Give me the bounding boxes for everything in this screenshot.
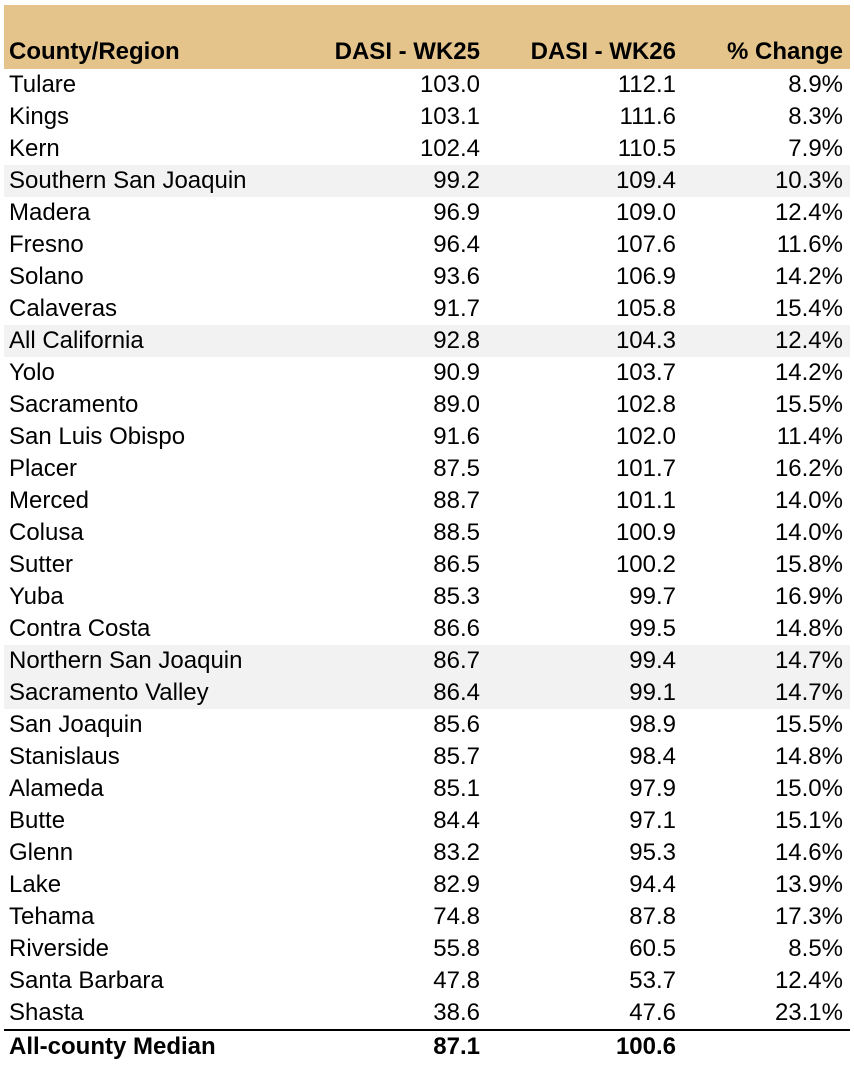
percent-change-cell: 23.1% <box>774 999 843 1026</box>
percent-change-cell: 15.0% <box>774 775 843 802</box>
percent-change-cell: 15.1% <box>774 807 843 834</box>
county-name-cell: San Joaquin <box>9 711 143 738</box>
footer-wk25-value: 87.1 <box>433 1033 480 1060</box>
dasi-wk26-cell: 87.8 <box>629 903 676 930</box>
table-row <box>4 357 850 389</box>
dasi-wk26-cell: 97.9 <box>629 775 676 802</box>
table-row <box>4 581 850 613</box>
dasi-wk25-cell: 86.4 <box>433 679 480 706</box>
dasi-wk26-cell: 99.7 <box>629 583 676 610</box>
dasi-wk25-cell: 38.6 <box>433 999 480 1026</box>
dasi-wk26-cell: 100.9 <box>615 519 676 546</box>
percent-change-cell: 8.5% <box>788 935 843 962</box>
county-name-cell: Sutter <box>9 551 74 578</box>
dasi-wk25-cell: 85.3 <box>433 583 480 610</box>
dasi-wk25-cell: 102.4 <box>419 135 480 162</box>
footer-label: All-county Median <box>9 1033 216 1060</box>
percent-change-cell: 14.7% <box>774 647 843 674</box>
table-row <box>4 933 850 965</box>
dasi-table <box>4 5 850 1063</box>
dasi-wk26-cell: 99.4 <box>629 647 676 674</box>
table-row <box>4 453 850 485</box>
percent-change-cell: 8.9% <box>788 71 843 98</box>
percent-change-cell: 15.4% <box>774 295 843 322</box>
table-row <box>4 421 850 453</box>
dasi-wk26-cell: 105.8 <box>615 295 676 322</box>
county-name-cell: Santa Barbara <box>9 967 164 994</box>
dasi-wk25-cell: 55.8 <box>433 935 480 962</box>
table-row <box>4 485 850 517</box>
dasi-wk26-cell: 99.5 <box>629 615 676 642</box>
dasi-wk26-cell: 110.5 <box>617 135 676 162</box>
dasi-wk25-cell: 74.8 <box>433 903 480 930</box>
percent-change-cell: 14.0% <box>774 519 843 546</box>
dasi-wk25-cell: 84.4 <box>433 807 480 834</box>
table-row <box>4 69 850 101</box>
county-name-cell: Kings <box>9 103 70 130</box>
percent-change-cell: 8.3% <box>788 103 843 130</box>
county-name-cell: Kern <box>9 135 60 162</box>
dasi-wk26-cell: 99.1 <box>629 679 676 706</box>
percent-change-cell: 11.4% <box>776 423 843 450</box>
table-row <box>4 389 850 421</box>
county-name-cell: Northern San Joaquin <box>9 647 243 674</box>
county-name-cell: Contra Costa <box>9 615 151 642</box>
county-name-cell: Shasta <box>9 999 84 1026</box>
percent-change-cell: 7.9% <box>788 135 843 162</box>
county-name-cell: Yuba <box>9 583 64 610</box>
county-name-cell: Sacramento Valley <box>9 679 209 706</box>
dasi-wk25-cell: 83.2 <box>433 839 480 866</box>
percent-change-cell: 16.9% <box>774 583 843 610</box>
county-name-cell: Alameda <box>9 775 104 802</box>
county-name-cell: Fresno <box>9 231 84 258</box>
county-name-cell: Placer <box>9 455 78 482</box>
dasi-wk26-cell: 102.0 <box>615 423 676 450</box>
percent-change-cell: 12.4% <box>774 967 843 994</box>
dasi-wk26-cell: 112.1 <box>617 71 676 98</box>
table-row <box>4 901 850 933</box>
county-name-cell: Solano <box>9 263 84 290</box>
table-row <box>4 229 850 261</box>
percent-change-cell: 12.4% <box>774 199 843 226</box>
dasi-wk25-cell: 89.0 <box>433 391 480 418</box>
header-dasi-wk25: DASI - WK25 <box>334 38 480 65</box>
header-dasi-wk26: DASI - WK26 <box>530 38 676 65</box>
county-name-cell: Stanislaus <box>9 743 120 770</box>
county-name-cell: Lake <box>9 871 62 898</box>
dasi-wk25-cell: 47.8 <box>433 967 480 994</box>
dasi-wk25-cell: 96.4 <box>433 231 480 258</box>
table-row <box>4 165 850 197</box>
dasi-wk26-cell: 106.9 <box>615 263 676 290</box>
dasi-wk26-cell: 94.4 <box>629 871 676 898</box>
county-name-cell: All California <box>9 327 144 354</box>
table-row <box>4 677 850 709</box>
header-percent-change: % Change <box>726 38 843 65</box>
county-name-cell: Madera <box>9 199 91 226</box>
dasi-wk26-cell: 95.3 <box>629 839 676 866</box>
percent-change-cell: 14.8% <box>774 743 843 770</box>
header-county-region: County/Region <box>9 38 180 65</box>
percent-change-cell: 14.2% <box>774 359 843 386</box>
percent-change-cell: 14.6% <box>774 839 843 866</box>
percent-change-cell: 15.8% <box>774 551 843 578</box>
county-name-cell: Tulare <box>9 71 77 98</box>
dasi-wk25-cell: 85.6 <box>433 711 480 738</box>
table-body <box>4 69 850 1029</box>
dasi-wk25-cell: 99.2 <box>433 167 480 194</box>
dasi-wk25-cell: 85.7 <box>433 743 480 770</box>
dasi-wk26-cell: 111.6 <box>619 103 676 130</box>
dasi-wk25-cell: 92.8 <box>433 327 480 354</box>
table-row <box>4 293 850 325</box>
dasi-wk26-cell: 107.6 <box>615 231 676 258</box>
dasi-wk25-cell: 82.9 <box>433 871 480 898</box>
table-row <box>4 965 850 997</box>
dasi-wk25-cell: 90.9 <box>433 359 480 386</box>
table-row <box>4 709 850 741</box>
percent-change-cell: 14.7% <box>774 679 843 706</box>
county-name-cell: Tehama <box>9 903 95 930</box>
table-row <box>4 869 850 901</box>
percent-change-cell: 14.8% <box>774 615 843 642</box>
percent-change-cell: 10.3% <box>774 167 843 194</box>
dasi-wk26-cell: 100.2 <box>615 551 676 578</box>
table-row <box>4 997 850 1029</box>
dasi-wk25-cell: 86.5 <box>433 551 480 578</box>
percent-change-cell: 13.9% <box>774 871 843 898</box>
dasi-wk26-cell: 101.1 <box>615 487 676 514</box>
table-row <box>4 773 850 805</box>
county-name-cell: Colusa <box>9 519 84 546</box>
dasi-wk25-cell: 85.1 <box>433 775 480 802</box>
table-row <box>4 549 850 581</box>
county-name-cell: Southern San Joaquin <box>9 167 247 194</box>
table-row <box>4 101 850 133</box>
county-name-cell: Calaveras <box>9 295 118 322</box>
percent-change-cell: 14.2% <box>774 263 843 290</box>
dasi-wk25-cell: 86.6 <box>433 615 480 642</box>
county-name-cell: Butte <box>9 807 66 834</box>
footer-wk26-value: 100.6 <box>615 1033 676 1060</box>
percent-change-cell: 15.5% <box>774 711 843 738</box>
table-row <box>4 133 850 165</box>
county-name-cell: San Luis Obispo <box>9 423 186 450</box>
dasi-wk26-cell: 47.6 <box>629 999 676 1026</box>
county-name-cell: Yolo <box>9 359 55 386</box>
dasi-wk25-cell: 103.0 <box>419 71 480 98</box>
dasi-wk26-cell: 103.7 <box>615 359 676 386</box>
dasi-wk26-cell: 102.8 <box>615 391 676 418</box>
dasi-wk25-cell: 93.6 <box>433 263 480 290</box>
dasi-wk25-cell: 96.9 <box>433 199 480 226</box>
county-name-cell: Sacramento <box>9 391 139 418</box>
dasi-wk25-cell: 91.7 <box>433 295 480 322</box>
dasi-wk25-cell: 88.7 <box>433 487 480 514</box>
county-name-cell: Merced <box>9 487 90 514</box>
dasi-wk26-cell: 101.7 <box>615 455 676 482</box>
percent-change-cell: 15.5% <box>774 391 843 418</box>
table-row <box>4 197 850 229</box>
table-row <box>4 837 850 869</box>
table-row <box>4 613 850 645</box>
dasi-wk25-cell: 88.5 <box>433 519 480 546</box>
table-footer-row <box>4 1029 850 1063</box>
dasi-wk25-cell: 86.7 <box>433 647 480 674</box>
dasi-wk26-cell: 104.3 <box>615 327 676 354</box>
county-name-cell: Glenn <box>9 839 74 866</box>
dasi-wk25-cell: 103.1 <box>419 103 480 130</box>
percent-change-cell: 11.6% <box>776 231 843 258</box>
dasi-wk26-cell: 53.7 <box>629 967 676 994</box>
table-row <box>4 517 850 549</box>
dasi-wk26-cell: 109.0 <box>615 199 676 226</box>
dasi-wk26-cell: 60.5 <box>629 935 676 962</box>
table-row <box>4 805 850 837</box>
dasi-wk26-cell: 97.1 <box>629 807 676 834</box>
percent-change-cell: 12.4% <box>774 327 843 354</box>
table-row <box>4 325 850 357</box>
dasi-wk25-cell: 87.5 <box>433 455 480 482</box>
dasi-wk25-cell: 91.6 <box>433 423 480 450</box>
table-row <box>4 645 850 677</box>
table-row <box>4 261 850 293</box>
county-name-cell: Riverside <box>9 935 110 962</box>
table-row <box>4 741 850 773</box>
percent-change-cell: 16.2% <box>774 455 843 482</box>
dasi-wk26-cell: 98.9 <box>629 711 676 738</box>
dasi-wk26-cell: 98.4 <box>629 743 676 770</box>
percent-change-cell: 17.3% <box>774 903 843 930</box>
table-header-row <box>4 5 850 69</box>
dasi-wk26-cell: 109.4 <box>615 167 676 194</box>
percent-change-cell: 14.0% <box>774 487 843 514</box>
